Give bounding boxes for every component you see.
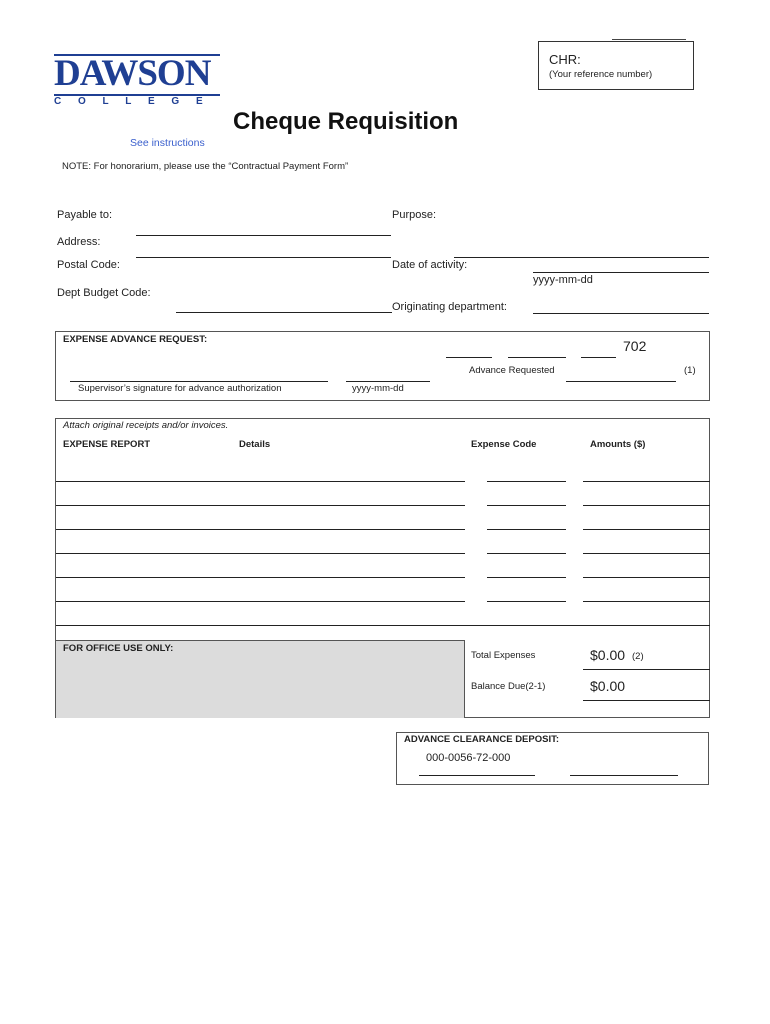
chr-hint: (Your reference number): [549, 69, 653, 80]
clearance-amount-field[interactable]: [570, 775, 678, 776]
advance-date-field[interactable]: [346, 381, 430, 382]
total-expenses-marker: (2): [632, 651, 644, 662]
expense-report-box: [55, 418, 710, 718]
advance-heading: EXPENSE ADVANCE REQUEST:: [63, 334, 208, 345]
total-expenses-value: $0.00: [590, 647, 626, 663]
advance-code-field-3[interactable]: [581, 357, 616, 358]
advance-date-format: yyyy-mm-dd: [352, 383, 404, 394]
balance-due-value: $0.00: [590, 678, 626, 694]
advance-note-marker: (1): [684, 365, 696, 376]
chr-box[interactable]: [538, 41, 694, 90]
balance-due-label: Balance Due(2-1): [471, 681, 546, 692]
address-label: Address:: [57, 236, 101, 248]
expense-code-column-header: Expense Code: [471, 439, 537, 450]
balance-due-line: [583, 700, 710, 701]
date-of-activity-label: Date of activity:: [392, 259, 468, 271]
payable-to-field[interactable]: [136, 235, 391, 236]
logo-word: DAWSON: [54, 53, 211, 94]
originating-department-label: Originating department:: [392, 301, 507, 313]
chr-label: CHR:: [549, 52, 581, 67]
purpose-label: Purpose:: [392, 209, 437, 221]
office-use-box: [56, 640, 465, 718]
logo-sub: C O L L E G E: [54, 96, 210, 107]
address-field[interactable]: [136, 257, 391, 258]
details-column-header: Details: [239, 439, 271, 450]
clearance-heading: ADVANCE CLEARANCE DEPOSIT:: [404, 734, 560, 745]
advance-code-field-2[interactable]: [508, 357, 566, 358]
payable-to-label: Payable to:: [57, 209, 113, 221]
clearance-deposit-box: [396, 732, 709, 785]
amounts-column-header: Amounts ($): [590, 439, 646, 450]
advance-requested-label: Advance Requested: [469, 365, 555, 376]
date-format-hint: yyyy-mm-dd: [533, 274, 593, 286]
advance-code-value: 702: [623, 338, 647, 354]
see-instructions-link[interactable]: See instructions: [130, 137, 205, 149]
date-of-activity-field[interactable]: [533, 272, 709, 273]
supervisor-signature-label: Supervisor’s signature for advance authorization: [78, 383, 282, 394]
originating-department-field[interactable]: [533, 313, 709, 314]
supervisor-signature-field[interactable]: [70, 381, 328, 382]
attach-note: Attach original receipts and/or invoices.: [63, 420, 229, 431]
dept-budget-code-field[interactable]: [176, 312, 392, 313]
advance-request-box: [55, 331, 710, 401]
dept-budget-code-label: Dept Budget Code:: [57, 287, 151, 299]
dawson-logo: [54, 52, 222, 106]
page-title: Cheque Requisition: [233, 108, 459, 135]
purpose-field[interactable]: [454, 257, 709, 258]
total-expenses-line: [583, 669, 710, 670]
expense-report-heading: EXPENSE REPORT: [63, 439, 151, 450]
advance-code-field-1[interactable]: [446, 357, 492, 358]
honorarium-note: NOTE: For honorarium, please use the “Contractual Payment Form”: [62, 161, 349, 172]
office-use-label: FOR OFFICE USE ONLY:: [63, 643, 174, 654]
clearance-account-field[interactable]: [419, 775, 535, 776]
expense-rows-bottom: [56, 625, 710, 626]
total-expenses-label: Total Expenses: [471, 650, 536, 661]
postal-code-label: Postal Code:: [57, 259, 120, 271]
clearance-account: 000-0056-72-000: [426, 752, 511, 764]
advance-requested-field[interactable]: [566, 381, 676, 382]
